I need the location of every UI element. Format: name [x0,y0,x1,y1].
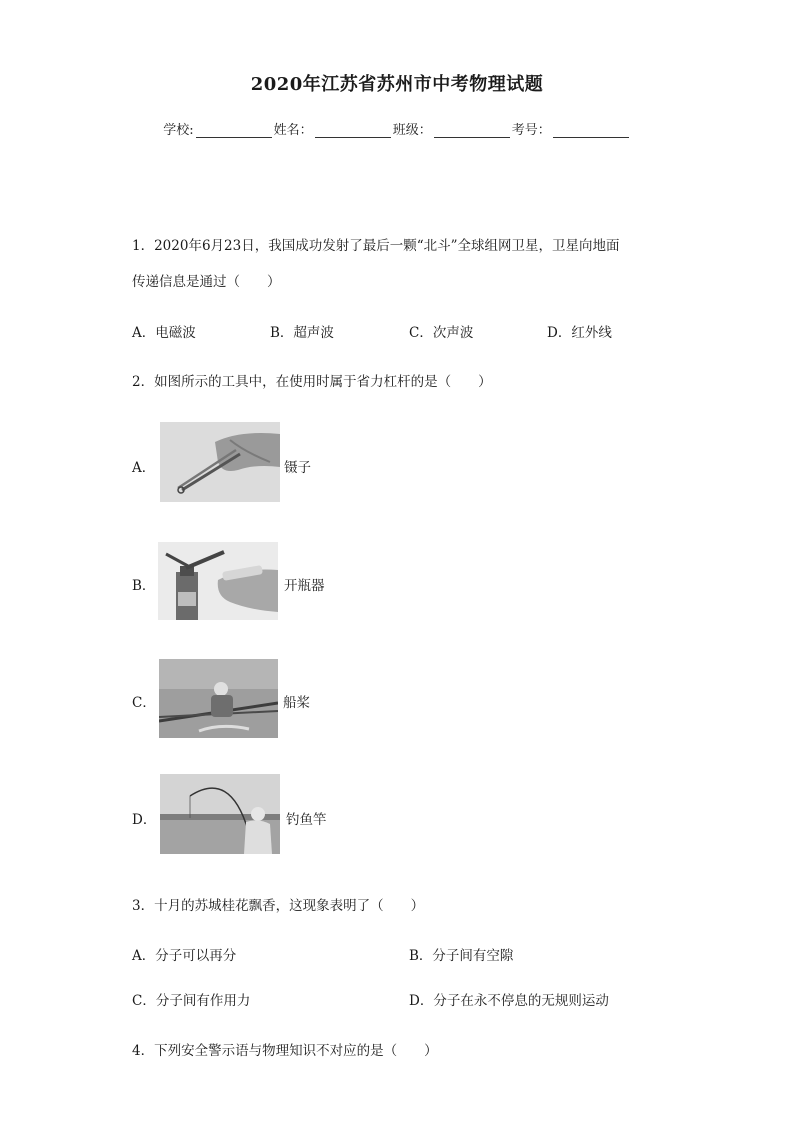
question-1-option-a: A．电磁波 [132,325,196,341]
rowing-image [159,659,278,738]
question-2-option-b-letter: B． [132,578,156,594]
exam-no-blank [553,123,629,138]
page-title: 2020年江苏省苏州市中考物理试题 [250,74,544,95]
question-2-option-a-letter: A． [132,460,156,476]
question-2-option-c-letter: C． [132,695,156,711]
question-2-option-d-label: 钓鱼竿 [286,812,327,828]
bottle-opener-image [158,542,278,620]
question-1-option-b: B．超声波 [270,325,334,341]
question-3-option-d: D．分子在永不停息的无规则运动 [409,993,609,1009]
student-info-line [0,119,794,138]
fishing-rod-image [160,774,280,854]
question-1-option-c: C．次声波 [409,325,474,341]
question-3-option-b: B．分子间有空隙 [409,948,514,964]
school-label: 学校: [163,123,194,138]
class-blank [434,123,510,138]
class-label: 班级： [392,123,432,138]
question-1-option-d: D．红外线 [547,325,612,341]
name-label: 姓名： [273,123,313,138]
question-3-option-c: C．分子间有作用力 [132,993,251,1009]
question-1-stem-line1: 1．2020年6月23日，我国成功发射了最后一颗“北斗”全球组网卫星，卫星向地面 [132,238,620,254]
school-blank [196,123,272,138]
question-3-stem: 3．十月的苏城桂花飘香，这现象表明了（ ） [132,898,425,914]
question-2-option-d-letter: D． [132,812,157,828]
question-1-stem-line2: 传递信息是通过（ ） [132,274,281,290]
question-2-option-c-label: 船桨 [283,695,310,711]
question-2-stem: 2．如图所示的工具中，在使用时属于省力杠杆的是（ ） [132,374,492,390]
name-blank [315,123,391,138]
question-2-option-a-label: 镊子 [284,460,311,476]
question-3-option-a: A．分子可以再分 [132,948,237,964]
exam-no-label: 考号： [511,123,551,138]
question-4-stem: 4．下列安全警示语与物理知识不对应的是（ ） [132,1043,438,1059]
tweezers-image [160,422,280,502]
question-2-option-b-label: 开瓶器 [284,578,325,594]
